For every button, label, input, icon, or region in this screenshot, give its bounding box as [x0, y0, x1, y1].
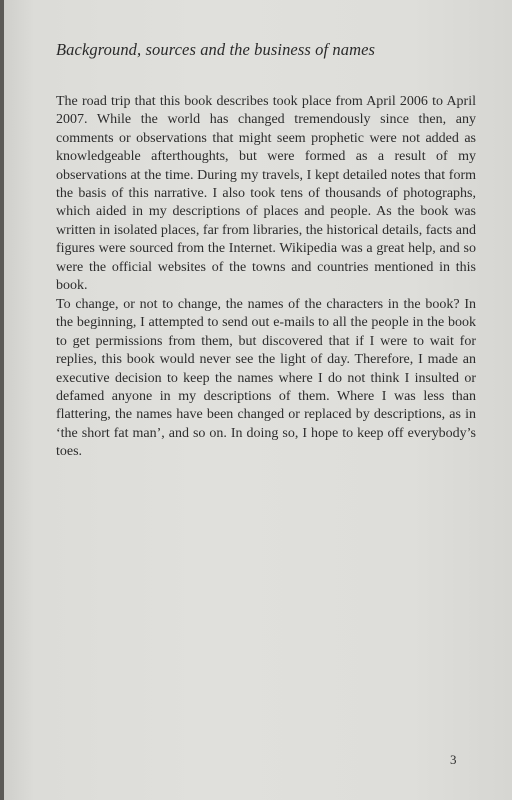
page-number: 3: [450, 752, 457, 767]
paragraph-road-trip: The road trip that this book describes took place from April 2006 to April 2007. While the world has changed tremendously since then, any comments or observations that might seem prophetic were not added as knowledgeable afterthoughts, but were formed as a result of my observations at the time. During my travels, I kept detailed notes that form the basis of this narrative. I also took tens of thousands of photographs, which aided in my descriptions of places and people. As the book was written in isolated places, far from libraries, the historical details, facts and figures were sourced from the Internet. Wikipedia was a great help, and so were the official websites of the towns and countries mentioned in this book.: [56, 94, 476, 294]
section-heading: Background, sources and the business of names: [56, 40, 376, 59]
book-page: [4, 0, 512, 800]
paragraph-names: To change, or not to change, the names of the characters in the book? In the beginning, I attempted to send out e-mails to all the people in the book to get permissions from them, but discovered that if I were to wait for replies, this book would never see the light of day. Therefore, I made an executive decision to keep the names where I do not think I insulted or defamed anyone in my descriptions of them. Where I was less than flattering, the names have been changed or replaced by descriptions, as in ‘the short fat man’, and so on. In doing so, I hope to keep off everybody’s toes.: [56, 297, 476, 460]
